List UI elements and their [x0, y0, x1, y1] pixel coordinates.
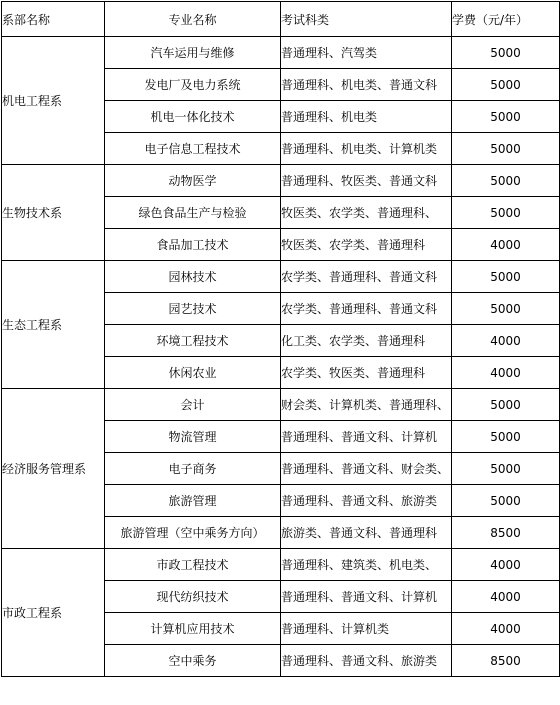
tuition-table — [1, 1, 560, 677]
major-name: 会计 — [105, 389, 281, 421]
major-name: 物流管理 — [105, 421, 281, 453]
department-name: 生态工程系 — [2, 261, 105, 389]
major-name: 休闲农业 — [105, 357, 281, 389]
exam-categories: 普通理科、普通文科、旅游类 — [281, 645, 452, 677]
header-major: 专业名称 — [105, 2, 281, 37]
exam-categories: 普通理科、牧医类、普通文科 — [281, 165, 452, 197]
tuition-fee: 5000 — [452, 165, 560, 197]
major-name: 动物医学 — [105, 165, 281, 197]
major-name: 食品加工技术 — [105, 229, 281, 261]
department-name: 机电工程系 — [2, 37, 105, 165]
table-body — [2, 37, 560, 677]
major-name: 空中乘务 — [105, 645, 281, 677]
tuition-fee: 4000 — [452, 549, 560, 581]
tuition-fee: 5000 — [452, 197, 560, 229]
major-name: 绿色食品生产与检验 — [105, 197, 281, 229]
major-name: 机电一体化技术 — [105, 101, 281, 133]
tuition-fee: 4000 — [452, 229, 560, 261]
table-header — [2, 2, 560, 37]
header-exam: 考试科类 — [281, 2, 452, 37]
tuition-fee: 8500 — [452, 517, 560, 549]
exam-categories: 牧医类、农学类、普通理科 — [281, 229, 452, 261]
exam-categories: 农学类、牧医类、普通理科 — [281, 357, 452, 389]
exam-categories: 普通理科、普通文科、计算机 — [281, 421, 452, 453]
major-name: 环境工程技术 — [105, 325, 281, 357]
tuition-fee: 4000 — [452, 357, 560, 389]
department-name: 生物技术系 — [2, 165, 105, 261]
major-name: 园林技术 — [105, 261, 281, 293]
header-department: 系部名称 — [2, 2, 105, 37]
major-name: 旅游管理（空中乘务方向） — [105, 517, 281, 549]
tuition-fee: 5000 — [452, 37, 560, 69]
exam-categories: 牧医类、农学类、普通理科、 — [281, 197, 452, 229]
table-row — [2, 549, 560, 581]
tuition-fee: 5000 — [452, 101, 560, 133]
exam-categories: 普通理科、普通文科、计算机 — [281, 581, 452, 613]
major-name: 市政工程技术 — [105, 549, 281, 581]
major-name: 旅游管理 — [105, 485, 281, 517]
tuition-fee: 5000 — [452, 421, 560, 453]
major-name: 发电厂及电力系统 — [105, 69, 281, 101]
exam-categories: 普通理科、普通文科、旅游类 — [281, 485, 452, 517]
department-name: 市政工程系 — [2, 549, 105, 677]
exam-categories: 普通理科、汽驾类 — [281, 37, 452, 69]
exam-categories: 普通理科、普通文科、财会类、 — [281, 453, 452, 485]
major-name: 园艺技术 — [105, 293, 281, 325]
tuition-fee: 8500 — [452, 645, 560, 677]
exam-categories: 普通理科、机电类、计算机类 — [281, 133, 452, 165]
tuition-fee: 5000 — [452, 485, 560, 517]
exam-categories: 普通理科、计算机类 — [281, 613, 452, 645]
exam-categories: 旅游类、普通文科、普通理科 — [281, 517, 452, 549]
tuition-fee: 5000 — [452, 133, 560, 165]
table-row — [2, 165, 560, 197]
department-name: 经济服务管理系 — [2, 389, 105, 549]
exam-categories: 农学类、普通理科、普通文科 — [281, 293, 452, 325]
tuition-fee: 5000 — [452, 69, 560, 101]
tuition-fee: 5000 — [452, 389, 560, 421]
tuition-fee: 4000 — [452, 581, 560, 613]
exam-categories: 化工类、农学类、普通理科 — [281, 325, 452, 357]
table-row — [2, 261, 560, 293]
exam-categories: 财会类、计算机类、普通理科、 — [281, 389, 452, 421]
exam-categories: 普通理科、机电类、普通文科 — [281, 69, 452, 101]
tuition-fee: 5000 — [452, 453, 560, 485]
tuition-fee: 4000 — [452, 325, 560, 357]
header-fee: 学费（元/年） — [452, 2, 560, 37]
exam-categories: 普通理科、机电类 — [281, 101, 452, 133]
exam-categories: 农学类、普通理科、普通文科 — [281, 261, 452, 293]
table-row — [2, 37, 560, 69]
tuition-fee: 5000 — [452, 293, 560, 325]
header-row — [2, 2, 560, 37]
tuition-fee: 4000 — [452, 613, 560, 645]
major-name: 计算机应用技术 — [105, 613, 281, 645]
exam-categories: 普通理科、建筑类、机电类、 — [281, 549, 452, 581]
major-name: 现代纺织技术 — [105, 581, 281, 613]
major-name: 电子商务 — [105, 453, 281, 485]
table-row — [2, 389, 560, 421]
major-name: 电子信息工程技术 — [105, 133, 281, 165]
major-name: 汽车运用与维修 — [105, 37, 281, 69]
tuition-fee: 5000 — [452, 261, 560, 293]
